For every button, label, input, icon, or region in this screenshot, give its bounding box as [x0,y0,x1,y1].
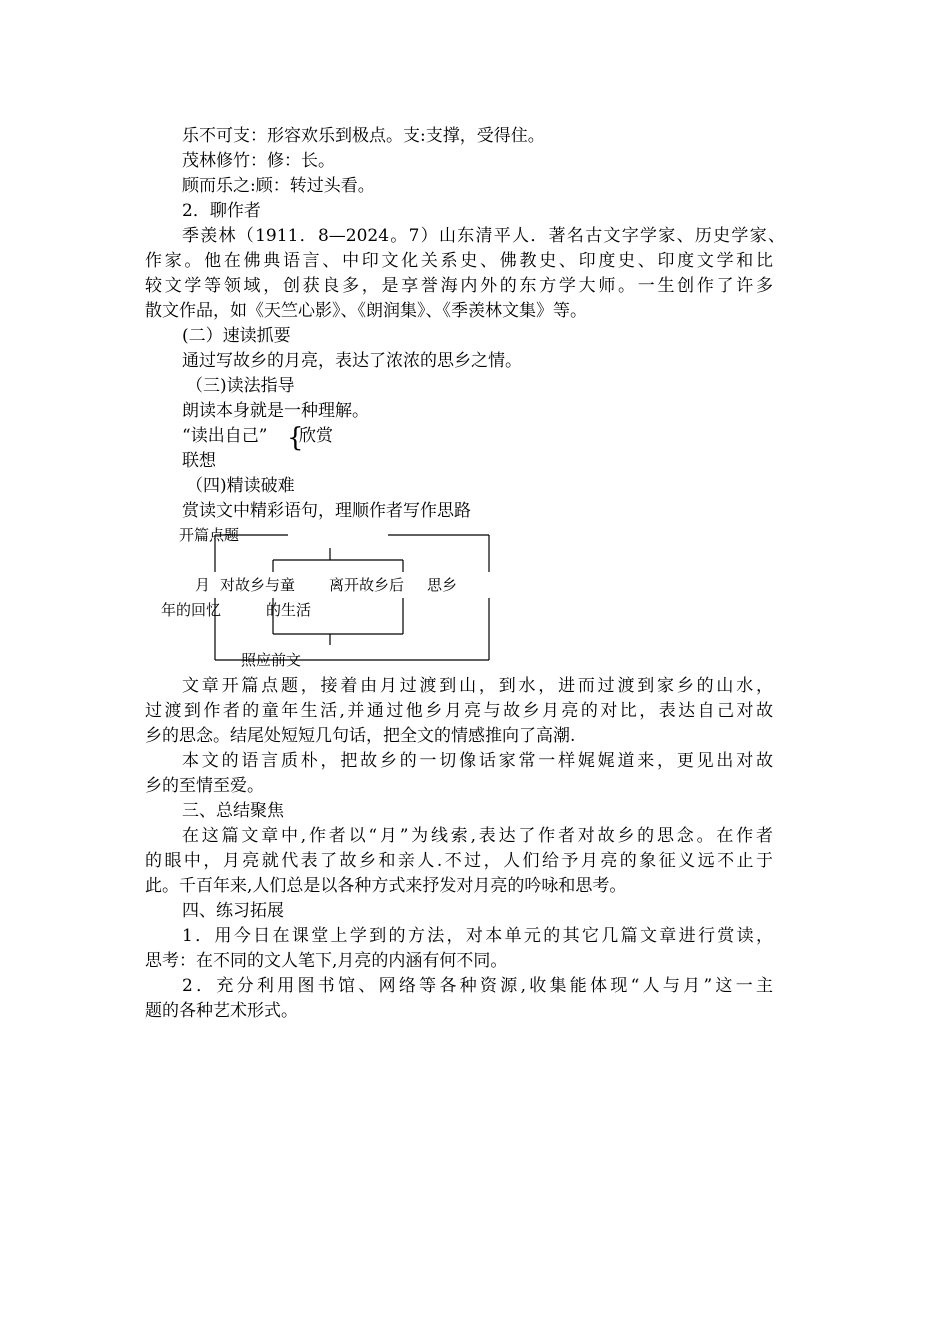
diagram-childhood-line-1: 对故乡与童 [220,576,296,594]
diagram-open-title: 开篇点题 [179,526,240,544]
section-3-heading: （三)读法指导 [186,376,295,396]
diagram-homesick: 思乡 [427,576,458,594]
section-4-heading: （四)精读破难 [186,476,295,496]
analysis-1-line-1: 文章开篇点题，接着由月过渡到山，到水，进而过渡到家乡的山水， [182,676,773,696]
author-paragraph-line-2: 作家。他在佛典语言、中印文化关系史、佛教史、印度史、印度文学和比 [145,251,773,271]
analysis-1-line-2: 过渡到作者的童年生活,并通过他乡月亮与故乡月亮的对比，表达自己对故 [145,701,773,721]
exercise-heading: 四、练习拓展 [182,901,284,921]
vocab-line-2: 茂林修竹：修：长。 [182,151,335,171]
diagram-after-leaving: 离开故乡后 [329,576,405,594]
analysis-2-line-2: 乡的至情至爱。 [145,776,264,796]
exercise-2-line-1: 2．充分利用图书馆、网络等各种资源,收集能体现“人与月”这一主 [182,976,773,996]
section-3-text: 朗读本身就是一种理解。 [182,401,369,421]
exercise-1-line-1: 1．用今日在课堂上学到的方法，对本单元的其它几篇文章进行赏读， [182,926,773,946]
diagram-life: 的生活 [266,601,312,619]
exercise-2-line-2: 题的各种艺术形式。 [145,1001,298,1021]
author-paragraph-line-1: 季羡林（1911．8—2024。7）山东清平人．著名古文字学家、历史学家、 [182,226,785,246]
analysis-1-line-3: 乡的思念。结尾处短短几句话，把全文的情感推向了高潮. [145,726,576,746]
summary-heading: 三、总结聚焦 [182,801,284,821]
author-paragraph-line-4: 散文作品，如《天竺心影》、《朗润集》、《季羡林文集》等。 [145,301,587,321]
diagram-echo: 照应前文 [241,651,302,669]
section-2-heading: (二）速读抓要 [182,326,291,346]
vocab-line-3: 顾而乐之:顾：转过头看。 [182,176,375,196]
vocab-line-1: 乐不可支：形容欢乐到极点。支:支撑，受得住。 [182,126,545,146]
brace-symbol: { [287,423,304,453]
appreciate-label: 欣赏 [299,426,333,446]
read-self-label: “读出自己” [182,426,268,446]
diagram-moon: 月 [195,576,211,594]
section-2-text: 通过写故乡的月亮，表达了浓浓的思乡之情。 [182,351,522,371]
author-paragraph-line-3: 较文学等领域，创获良多，是享誉海内外的东方学大师。一生创作了许多 [145,276,773,296]
analysis-2-line-1: 本文的语言质朴，把故乡的一切像话家常一样娓娓道来，更见出对故 [182,751,773,771]
associate-label: 联想 [182,451,216,471]
diagram-childhood-line-2: 年的回忆 [161,601,222,619]
summary-line-1: 在这篇文章中,作者以“月”为线索,表达了作者对故乡的思念。在作者 [182,826,773,846]
section-4-text: 赏读文中精彩语句，理顺作者写作思路 [182,501,471,521]
author-heading: 2．聊作者 [182,201,261,221]
exercise-1-line-2: 思考：在不同的文人笔下,月亮的内涵有何不同。 [145,951,508,971]
summary-line-2: 的眼中，月亮就代表了故乡和亲人.不过，人们给予月亮的象征义远不止于 [145,851,773,871]
summary-line-3: 此。千百年来,人们总是以各种方式来抒发对月亮的吟咏和思考。 [145,876,627,896]
